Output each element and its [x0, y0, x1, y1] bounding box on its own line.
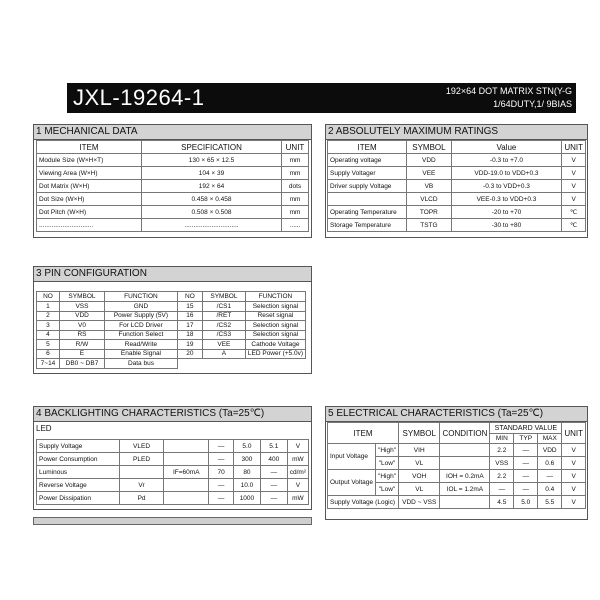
- cell: 5.5: [538, 496, 562, 509]
- cell: 70: [209, 466, 234, 479]
- table-row: [328, 496, 586, 509]
- table-row: [37, 330, 306, 340]
- cell: V: [562, 483, 586, 496]
- next-section-header: [33, 517, 312, 525]
- cell: 4: [37, 330, 60, 340]
- table-row: [37, 219, 309, 232]
- cell: 6: [37, 349, 60, 359]
- cell: Read/Write: [104, 340, 177, 350]
- table-row: [37, 466, 309, 479]
- cell: —: [490, 483, 514, 496]
- cell: /RET: [202, 311, 245, 321]
- cell: 0.4: [538, 483, 562, 496]
- cell: LED Power (+5.0v): [245, 349, 305, 359]
- cell: VIH: [399, 444, 440, 457]
- cell: DB0 ~ DB7: [59, 359, 104, 369]
- table-row: [37, 340, 306, 350]
- cell: -30 to +80: [451, 219, 562, 232]
- header-spec-line-1: 192×64 DOT MATRIX STN(Y-G: [445, 86, 572, 96]
- section-title: 4 BACKLIGHTING CHARACTERISTICS (Ta=25℃): [34, 407, 311, 422]
- cell: /CS1: [202, 302, 245, 312]
- cell: ℃: [562, 206, 586, 219]
- cell: 0.508 × 0.508: [142, 206, 282, 219]
- group-label: Output Voltage: [328, 470, 376, 496]
- cell: 5: [37, 340, 60, 350]
- col-header-typ: TYP: [514, 434, 538, 444]
- cell: Operating voltage: [328, 154, 407, 167]
- table-row: [37, 180, 309, 193]
- cell: Pd: [119, 492, 164, 505]
- cell: 2: [37, 311, 60, 321]
- col-header: ITEM: [37, 141, 142, 154]
- cell: V: [287, 440, 308, 453]
- cell: Supply Voltager: [328, 167, 407, 180]
- cell: PLED: [119, 453, 164, 466]
- cell: V: [562, 167, 586, 180]
- col-header: NO: [37, 292, 60, 302]
- col-header: NO: [177, 292, 202, 302]
- cell: -20 to +70: [451, 206, 562, 219]
- cell: Module Size (W×H×T): [37, 154, 142, 167]
- cell: Data bus: [104, 359, 177, 369]
- cell: 5.0: [514, 496, 538, 509]
- col-header: SPECIFICATION: [142, 141, 282, 154]
- cell: 400: [260, 453, 287, 466]
- cell: Dot Pitch (W×H): [37, 206, 142, 219]
- cell: 18: [177, 330, 202, 340]
- cell: VB: [407, 180, 451, 193]
- table-row: [328, 470, 586, 483]
- col-header: Value: [451, 141, 562, 154]
- cell: [440, 496, 490, 509]
- cell: V: [562, 444, 586, 457]
- cell: 17: [177, 321, 202, 331]
- cell: Driver supply Voltage: [328, 180, 407, 193]
- cell: "Low": [376, 457, 399, 470]
- cell: IF=60mA: [164, 466, 209, 479]
- table-row: [37, 349, 306, 359]
- cell: ℃: [562, 219, 586, 232]
- col-header: UNIT: [562, 423, 586, 444]
- table-row: [37, 492, 309, 505]
- cell: TOPR: [407, 206, 451, 219]
- cell: -0.3 to VDD+0.3: [451, 180, 562, 193]
- cell: —: [538, 470, 562, 483]
- header-spec-line-2: 1/64DUTY,1/ 9BIAS: [493, 99, 572, 109]
- cell: TSTG: [407, 219, 451, 232]
- cell: Selection signal: [245, 321, 305, 331]
- cell: Viewing Area (W×H): [37, 167, 142, 180]
- cell: VEE-0.3 to VDD+0.3: [451, 193, 562, 206]
- table-row: [37, 321, 306, 331]
- col-header: STANDARD VALUE: [490, 423, 562, 434]
- cell: Power Dissipation: [37, 492, 120, 505]
- cell: —: [209, 479, 234, 492]
- cell: [164, 479, 209, 492]
- table-row: [37, 167, 309, 180]
- cell: mm: [282, 193, 309, 206]
- cell: 104 × 39: [142, 167, 282, 180]
- cell: [164, 492, 209, 505]
- cell: E: [59, 349, 104, 359]
- col-header: FUNCTION: [245, 292, 305, 302]
- led-label: LED: [36, 424, 52, 433]
- electrical-section: [325, 406, 588, 520]
- cell: [440, 457, 490, 470]
- cell: mm: [282, 206, 309, 219]
- cell: R/W: [59, 340, 104, 350]
- cell: VSS: [490, 457, 514, 470]
- col-header: UNIT: [282, 141, 309, 154]
- cell: Selection signal: [245, 302, 305, 312]
- cell: 192 × 64: [142, 180, 282, 193]
- cell: cd/m²: [287, 466, 308, 479]
- cell: mm: [282, 154, 309, 167]
- cell: Supply Voltage: [37, 440, 120, 453]
- absolute-ratings-table: [327, 140, 586, 232]
- backlighting-section: [33, 406, 312, 510]
- cell: ..............................: [142, 219, 282, 232]
- cell: —: [514, 470, 538, 483]
- datasheet-header: [67, 83, 576, 113]
- cell: —: [514, 457, 538, 470]
- cell: —: [260, 479, 287, 492]
- section-title: 3 PIN CONFIGURATION: [34, 267, 311, 282]
- cell: [440, 444, 490, 457]
- cell: VOH: [399, 470, 440, 483]
- cell: VSS: [59, 302, 104, 312]
- cell: VDD: [407, 154, 451, 167]
- table-row: [37, 479, 309, 492]
- col-header: FUNCTION: [104, 292, 177, 302]
- cell: 15: [177, 302, 202, 312]
- table-row: [328, 206, 586, 219]
- cell: V0: [59, 321, 104, 331]
- cell: 5.1: [260, 440, 287, 453]
- table-row: [328, 444, 586, 457]
- col-header: SYMBOL: [202, 292, 245, 302]
- cell: Supply Voltage (Logic): [328, 496, 399, 509]
- cell: 2.2: [490, 470, 514, 483]
- cell: "Low": [376, 483, 399, 496]
- cell: [177, 359, 202, 369]
- cell: V: [287, 479, 308, 492]
- cell: —: [260, 492, 287, 505]
- table-row: [328, 193, 586, 206]
- cell: —: [209, 492, 234, 505]
- col-header: CONDITION: [440, 423, 490, 444]
- electrical-table: [327, 422, 586, 509]
- table-row: [328, 180, 586, 193]
- cell: IOL = 1.2mA: [440, 483, 490, 496]
- cell: 5.0: [233, 440, 260, 453]
- cell: ..............................: [37, 219, 142, 232]
- cell: 20: [177, 349, 202, 359]
- col-header-max: MAX: [538, 434, 562, 444]
- cell: mW: [287, 453, 308, 466]
- absolute-max-ratings-section: [325, 124, 588, 238]
- cell: [202, 359, 245, 369]
- group-label: Input Voltage: [328, 444, 376, 470]
- cell: 300: [233, 453, 260, 466]
- cell: Selection signal: [245, 330, 305, 340]
- cell: V: [562, 457, 586, 470]
- cell: VDD-19.0 to VDD+0.3: [451, 167, 562, 180]
- table-row: [37, 154, 309, 167]
- cell: [119, 466, 164, 479]
- cell: IOH = 0.2mA: [440, 470, 490, 483]
- cell: —: [260, 466, 287, 479]
- cell: Cathode Voltage: [245, 340, 305, 350]
- cell: [164, 453, 209, 466]
- cell: 7~14: [37, 359, 60, 369]
- cell: Operating Temperature: [328, 206, 407, 219]
- col-header-min: MIN: [490, 434, 514, 444]
- cell: /CS3: [202, 330, 245, 340]
- cell: mm: [282, 167, 309, 180]
- cell: 0.6: [538, 457, 562, 470]
- section-title: 1 MECHANICAL DATA: [34, 125, 311, 140]
- cell: 0.458 × 0.458: [142, 193, 282, 206]
- table-row: [328, 154, 586, 167]
- cell: —: [209, 453, 234, 466]
- table-row: [328, 219, 586, 232]
- cell: VLCD: [407, 193, 451, 206]
- cell: Dot Matrix (W×H): [37, 180, 142, 193]
- cell: Vr: [119, 479, 164, 492]
- cell: dots: [282, 180, 309, 193]
- cell: VL: [399, 483, 440, 496]
- cell: [245, 359, 305, 369]
- cell: Power Supply (5V): [104, 311, 177, 321]
- table-row: [328, 167, 586, 180]
- cell: For LCD Driver: [104, 321, 177, 331]
- cell: 10.0: [233, 479, 260, 492]
- cell: 130 × 65 × 12.5: [142, 154, 282, 167]
- cell: A: [202, 349, 245, 359]
- cell: —: [514, 444, 538, 457]
- mechanical-table: [36, 140, 309, 232]
- cell: GND: [104, 302, 177, 312]
- cell: RS: [59, 330, 104, 340]
- col-header: SYMBOL: [407, 141, 451, 154]
- cell: 2.2: [490, 444, 514, 457]
- cell: 16: [177, 311, 202, 321]
- cell: V: [562, 193, 586, 206]
- cell: /CS2: [202, 321, 245, 331]
- cell: VDD ~ VSS: [399, 496, 440, 509]
- col-header: ITEM: [328, 423, 399, 444]
- section-title: 2 ABSOLUTELY MAXIMUM RATINGS: [326, 125, 587, 140]
- cell: Reverse Voltage: [37, 479, 120, 492]
- cell: 19: [177, 340, 202, 350]
- table-row: [37, 453, 309, 466]
- cell: [328, 193, 407, 206]
- cell: Power Consumption: [37, 453, 120, 466]
- table-row: [37, 193, 309, 206]
- cell: 1: [37, 302, 60, 312]
- cell: VDD: [538, 444, 562, 457]
- cell: Enable Signal: [104, 349, 177, 359]
- cell: 4.5: [490, 496, 514, 509]
- cell: 80: [233, 466, 260, 479]
- cell: V: [562, 496, 586, 509]
- cell: VEE: [407, 167, 451, 180]
- section-title: 5 ELECTRICAL CHARACTERISTICS (Ta=25℃): [326, 407, 587, 422]
- mechanical-data-section: [33, 124, 312, 238]
- pin-configuration-section: [33, 266, 312, 374]
- cell: Storage Temperature: [328, 219, 407, 232]
- backlight-table: [36, 439, 309, 505]
- cell: Dot Size (W×H): [37, 193, 142, 206]
- col-header: ITEM: [328, 141, 407, 154]
- cell: V: [562, 154, 586, 167]
- cell: "High": [376, 470, 399, 483]
- cell: VLED: [119, 440, 164, 453]
- table-row: [37, 206, 309, 219]
- cell: VEE: [202, 340, 245, 350]
- cell: —: [209, 440, 234, 453]
- pin-table: [36, 291, 306, 369]
- table-row: [37, 359, 306, 369]
- table-row: [37, 302, 306, 312]
- cell: [164, 440, 209, 453]
- cell: "High": [376, 444, 399, 457]
- cell: VDD: [59, 311, 104, 321]
- cell: V: [562, 180, 586, 193]
- cell: mW: [287, 492, 308, 505]
- cell: V: [562, 470, 586, 483]
- table-row: [37, 311, 306, 321]
- cell: Luminous: [37, 466, 120, 479]
- table-row: [37, 440, 309, 453]
- col-header: SYMBOL: [399, 423, 440, 444]
- col-header: SYMBOL: [59, 292, 104, 302]
- cell: —: [514, 483, 538, 496]
- cell: -0.3 to +7.0: [451, 154, 562, 167]
- cell: VL: [399, 457, 440, 470]
- cell: ......: [282, 219, 309, 232]
- cell: Function Select: [104, 330, 177, 340]
- cell: Reset signal: [245, 311, 305, 321]
- col-header: UNIT: [562, 141, 586, 154]
- cell: 1000: [233, 492, 260, 505]
- model-title: JXL-19264-1: [73, 85, 205, 110]
- cell: 3: [37, 321, 60, 331]
